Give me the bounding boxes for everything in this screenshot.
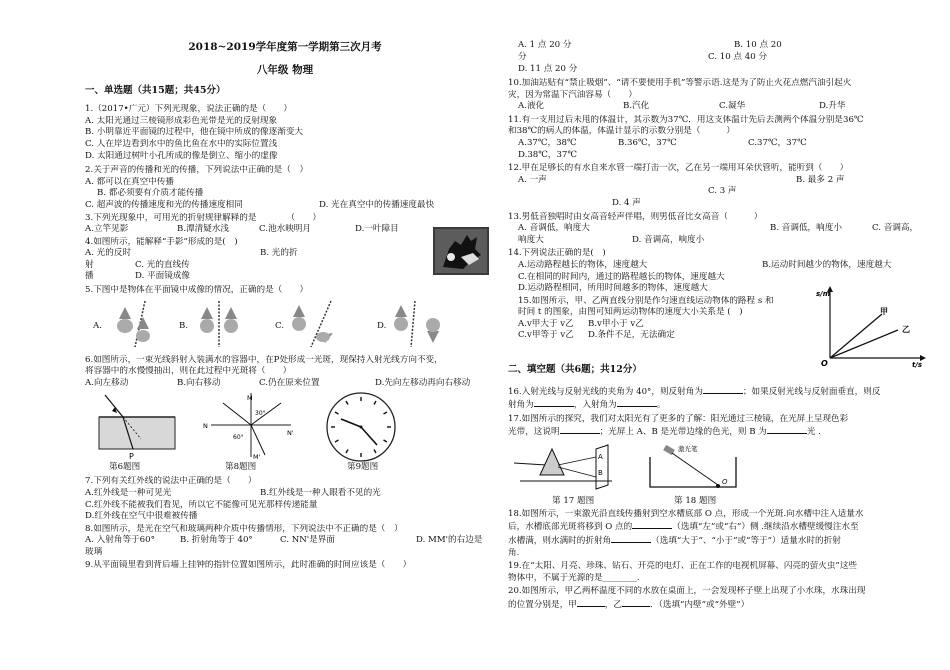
q8-stem: 8.如图所示，是光在空气和玻璃两种介质中传播情形，下列说法中不正确的是（ ）: [85, 523, 403, 534]
section-fill-in: 二、填空题（共6题；共12分）: [508, 363, 642, 375]
fig8-label-m: M: [247, 394, 253, 403]
q4-option-a-cont: 射: [85, 259, 94, 270]
fig8-label-n2: N': [287, 429, 294, 438]
question-19: [508, 561, 928, 584]
q18-blank-1[interactable]: [632, 520, 672, 529]
q12-stem: 12.甲在足够长的有水自来水管一端打击一次，乙在另一端用耳朵伏管听，能听到（ ）: [508, 163, 849, 174]
q6-stem-2: 将容器中的水慢慢抽出，则在此过程中光斑将（ ）: [85, 366, 292, 377]
q4-option-c[interactable]: C. 光的直线传: [135, 259, 190, 270]
q9-option-d[interactable]: D. 11 点 20 分: [518, 64, 578, 74]
q12-option-c[interactable]: C. 3 声: [708, 186, 737, 197]
fig17-label-b: B: [598, 468, 603, 477]
q2-stem: 2.关于声音的传播和光的传播，下列说法中正确的是（ ）: [85, 165, 309, 176]
q8-option-b[interactable]: B. 折射角等于 40°: [180, 535, 253, 546]
q11-stem-1: 11.有一支用过后未甩的体温计，其示数为37℃．用这支体温计先后去测两个体温分别是36℃: [508, 114, 864, 125]
q10-option-b[interactable]: B.汽化: [623, 101, 650, 112]
exam-title: 2018~2019学年度第一学期第三次月考: [188, 41, 382, 53]
q16-part-5: 。: [656, 400, 666, 411]
q13-option-c-cont: 响度大: [518, 234, 544, 245]
q7-option-b[interactable]: B.红外线是一种人眼看不见的光: [260, 488, 381, 499]
fig18-water-tank: [638, 443, 748, 495]
q10-option-c[interactable]: C.凝华: [719, 101, 746, 112]
question-1: [85, 104, 485, 162]
q5-label-d[interactable]: D.: [377, 320, 387, 331]
q1-stem: 1.（2017•广元）下列光现象，说法正确的是（ ）: [85, 104, 293, 115]
q15-graph-ylabel: s/m: [816, 289, 831, 298]
q18-line-3b: （选填“大于”、“小于”或“等于”）适量水时的折射: [651, 536, 841, 547]
fig18-label-laser: 激光笔: [678, 444, 698, 453]
question-17: [508, 414, 928, 439]
q18-line-2b: （选填“左”或“右”）侧 .继续沿水槽壁缓慢注水至: [672, 522, 859, 533]
fig18-caption: 第 18 题图: [674, 495, 717, 506]
q5-figure-d: [389, 299, 445, 349]
q12-option-d[interactable]: D. 4 声: [612, 197, 641, 208]
right-column: [508, 0, 928, 612]
q8-option-d-cont: 玻璃: [85, 547, 103, 557]
q4-option-b[interactable]: B. 光的折: [260, 248, 298, 259]
q9-option-b-cont: 分: [518, 52, 527, 62]
q4-option-a[interactable]: A. 光的反时: [85, 248, 132, 259]
q13-option-c[interactable]: C. 音调高，: [872, 223, 919, 234]
q7-stem: 7.下列有关红外线的说法中正确的是（ ）: [85, 476, 257, 487]
q11-option-d[interactable]: D.38℃，37℃: [518, 149, 578, 160]
q1-option-c[interactable]: C. 人在岸边看到水中的鱼比鱼在水中的实际位置浅: [85, 138, 278, 149]
q9-option-a[interactable]: A. 1 点 20 分: [518, 40, 572, 50]
fig8-refraction-diagram: [203, 391, 299, 461]
q15-option-d[interactable]: D.条件不足，无法确定: [588, 330, 675, 341]
fig8-label-m2: M': [253, 453, 261, 462]
q11-stem-2: 和38℃的病人的体温，体温计显示的示数分别是（ ）: [508, 126, 735, 137]
q4-option-d[interactable]: D. 平面镜成像: [135, 271, 191, 282]
q10-stem-2: 灾，因为常温下汽油容易（ ）: [508, 89, 637, 100]
q11-option-b[interactable]: B.36℃，37℃: [618, 137, 677, 148]
q5-figure-a: [105, 299, 157, 349]
question-13: [508, 212, 928, 247]
q17-line-2a: 光带，这说明: [508, 427, 560, 438]
q5-figure-c: [287, 299, 343, 349]
q6-option-b[interactable]: B.向右移动: [177, 377, 221, 388]
q11-option-c[interactable]: C.37℃，37℃: [748, 137, 807, 148]
question-7: [85, 476, 485, 522]
q7-option-c[interactable]: C.红外线不能被我们看见，所以它不能像可见光那样传递能量: [85, 499, 318, 510]
q5-figure-b: [193, 299, 245, 349]
q7-option-d[interactable]: D.红外线在空气中很难被传播: [85, 511, 198, 522]
q20-line-2a: 的位置分别是，甲: [508, 600, 577, 611]
q9-option-c[interactable]: C. 10 点 40 分: [708, 52, 767, 62]
q2-option-a[interactable]: A. 都可以在真空中传播: [85, 176, 175, 187]
q15-stem-1: 15.如图所示，甲、乙两直线分别是作匀速直线运动物体的路程 s 和: [518, 295, 774, 306]
q10-option-d[interactable]: D.升华: [819, 101, 846, 112]
q3-option-b[interactable]: B.潭清疑水浅: [177, 224, 230, 235]
q18-line-3a: 水槽满，则水满时的折射角: [508, 536, 612, 547]
q7-option-a[interactable]: A.红外线是一种可见光: [85, 488, 172, 499]
q16-part-4: ，入射角为: [573, 400, 617, 411]
question-5: [85, 285, 485, 351]
q17-line-1: 17.如图所示的探究，我们对太阳光有了更多的了解：阳光通过三棱镜，在光屏上呈现色彩: [508, 413, 849, 424]
q6-option-a[interactable]: A.向左移动: [85, 377, 129, 388]
q8-option-a[interactable]: A. 入射角等于60°: [85, 535, 155, 546]
q5-figures: [85, 297, 485, 351]
q12-option-a[interactable]: A. 一声: [518, 174, 547, 185]
q2-option-b[interactable]: B. 都必须要有介质才能传播: [97, 188, 204, 199]
question-3: [85, 213, 485, 236]
q20-blank-1[interactable]: [577, 598, 605, 607]
q1-option-a[interactable]: A. 太阳光通过三棱镜形成彩色光带是光的反射现象: [85, 115, 278, 126]
q16-part-3: 射角为: [508, 400, 534, 411]
q16-blank-2[interactable]: [534, 398, 574, 407]
q1-option-b[interactable]: B. 小明靠近平面镜的过程中，他在镜中所成的像逐渐变大: [85, 127, 304, 138]
q20-line-2b: ，乙: [604, 600, 622, 611]
fig17-label-a: A: [598, 452, 603, 461]
q17-line-2c: 光 .: [806, 427, 821, 438]
fig6-water-container: [93, 393, 185, 461]
fig17-prism-spectrum: [512, 443, 622, 493]
q16-part-1: 16.入射光线与反射光线的夹角为 40°，则反射角为: [508, 386, 703, 397]
q15-stem-2: 时间 t 的图象，由图可知两运动物体的速度大小关系是 ( ): [518, 307, 743, 318]
q8-option-c[interactable]: C. NN'是界面: [280, 535, 335, 546]
q4-stem: 4.如图所示，能解释“手影”形成的是( ): [85, 236, 238, 247]
left-column: [85, 0, 485, 571]
q13-option-d[interactable]: D. 音调高，响度小: [632, 234, 705, 245]
q3-option-a[interactable]: A.立竿见影: [85, 224, 129, 235]
q12-option-b[interactable]: B. 最多 2 声: [796, 174, 845, 185]
q14-option-b[interactable]: B.运动时间越少的物体，速度越大: [762, 259, 892, 270]
fig9-clock: [321, 389, 401, 465]
q14-option-c[interactable]: C.在相同的时间内，通过的路程越长的物体，速度越大: [518, 271, 725, 282]
question-4: [85, 237, 485, 283]
question-6: [85, 355, 485, 390]
q15-st-graph: [816, 284, 928, 368]
q11-option-a[interactable]: A.37℃，38℃: [518, 137, 577, 148]
q18-line-1: 18.如图所示，一束激光沿直线传播射到空水槽底部 O 点，形成一个光斑.向水槽中注入适量水: [508, 508, 864, 519]
q2-option-d[interactable]: D. 光在真空中的传播速度最快: [319, 199, 435, 210]
q5-stem: 5.下图中是物体在平面镜中成像的情况，正确的是（ ）: [85, 285, 309, 296]
q3-option-c[interactable]: C.池水映明月: [259, 224, 311, 235]
q20-blank-2[interactable]: [622, 598, 650, 607]
q13-stem: 13.男低音独唱时由女高音轻声伴唱，则男低音比女高音（ ）: [508, 211, 763, 222]
q9-stem: 9.从平面镜里看到背后墙上挂钟的指针位置如图所示，此时准确的时间应该是（ ）: [85, 559, 412, 570]
fig8-angle-30: 30°: [255, 410, 266, 418]
q6-option-d[interactable]: D.先向左移动再向右移动: [375, 377, 471, 388]
q17-blank-2[interactable]: [767, 425, 807, 434]
fig17-caption: 第 17 题图: [552, 495, 595, 506]
q15-option-a[interactable]: A.v甲大于 v乙: [518, 318, 574, 329]
q9-options: [508, 40, 928, 76]
question-15: [508, 289, 928, 368]
question-2: [85, 165, 485, 211]
q9-option-b[interactable]: B. 10 点 20: [734, 40, 782, 50]
q13-option-b[interactable]: B. 音调低，响度小: [770, 223, 842, 234]
q18-blank-2[interactable]: [611, 534, 651, 543]
q16-blank-3[interactable]: [617, 398, 657, 407]
exam-subtitle: 八年级 物理: [256, 64, 314, 77]
section-single-choice: 一、单选题（共15题；共45分）: [85, 85, 226, 97]
question-8: [85, 524, 485, 559]
q15-option-b[interactable]: B.v甲小于 v乙: [588, 318, 644, 329]
fig8-label-n: N: [203, 422, 208, 431]
q15-graph-xlabel: t/s: [912, 360, 923, 368]
q13-option-a[interactable]: A. 音调低，响度大: [518, 223, 590, 234]
question-16: [508, 385, 928, 412]
q14-option-a[interactable]: A.运动路程越长的物体，速度越大: [518, 259, 648, 270]
q16-part-2: ；如果反射光线与反射面垂直，则反: [742, 386, 881, 397]
q15-graph-yi: 乙: [902, 324, 910, 334]
q8-option-d[interactable]: D. MM'的右边是: [416, 535, 483, 546]
q15-graph-jia: 甲: [880, 306, 888, 316]
q2-option-c[interactable]: C. 超声波的传播速度和光的传播速度相同: [85, 199, 243, 210]
q17-blank-1[interactable]: [560, 425, 600, 434]
q17-line-2b: ；光屏上 A、B 是光带边缘的色光，则 B 为: [599, 427, 767, 438]
fig9-caption: 第9题图: [347, 462, 379, 473]
question-12: [508, 163, 928, 209]
q20-line-1: 20.如图所示，甲乙两杯温度不同的水放在桌面上，一会发现杯子壁上出现了小水珠，水珠出现: [508, 586, 866, 597]
q10-option-a[interactable]: A.液化: [518, 101, 545, 112]
figures-6-8-9: [85, 391, 485, 475]
q5-label-b[interactable]: B.: [179, 320, 189, 331]
q19-line-2: 物体中，不属于光源的是________.: [508, 572, 640, 583]
question-18: [508, 509, 928, 559]
q6-option-c[interactable]: C.仍在原来位置: [259, 377, 320, 388]
q18-line-4: 角.: [508, 547, 520, 558]
figures-17-18: [508, 443, 928, 507]
q18-line-2a: 后，水槽底部光斑将移到 O 点的: [508, 522, 633, 533]
q5-label-c[interactable]: C.: [275, 320, 285, 331]
fig6-caption: 第6题图: [109, 462, 141, 473]
q16-blank-1[interactable]: [703, 385, 743, 394]
q3-option-d[interactable]: D.一叶障目: [355, 224, 399, 235]
q3-stem: 3.下列光现象中，可用光的折射规律解释的是 （ ）: [85, 212, 321, 223]
fig8-caption: 第8题图: [225, 462, 257, 473]
fig8-angle-60: 60°: [233, 434, 244, 442]
q19-line-1: 19.在“太阳、月亮、珍珠、钻石、开亮的电灯、正在工作的电视机屏幕、闪亮的萤火虫”这些: [508, 561, 858, 572]
fig18-label-o: O: [722, 477, 728, 486]
question-10: [508, 78, 928, 113]
q5-label-a[interactable]: A.: [93, 320, 102, 331]
q15-option-c[interactable]: C.v甲等于 v乙: [518, 330, 574, 341]
q14-option-d[interactable]: D.运动路程相同，所用时间越多的物体，速度越大: [518, 283, 708, 294]
question-9: [85, 560, 485, 572]
question-11: [508, 115, 928, 161]
q14-stem: 14.下列说法正确的是( ): [508, 248, 606, 259]
q6-stem-1: 6.如图所示，一束光线斜射入装满水的容器中，在P处形成一光斑，现保持入射光线方向不变，: [85, 354, 443, 365]
q4-option-b-cont: 播: [85, 271, 94, 282]
q1-option-d[interactable]: D. 太阳通过树叶小孔所成的像是倒立、缩小的虚像: [85, 150, 278, 161]
q15-graph-origin: O: [821, 358, 828, 368]
question-20: [508, 586, 928, 611]
fig6-point-p: P: [129, 452, 134, 462]
hand-shadow-photo: [433, 227, 489, 275]
q20-line-2c: ．（选填“内壁”或“外壁”）: [649, 600, 750, 611]
q10-stem-1: 10.加油站贴有“禁止吸烟”、“请不要使用手机”等警示语.这是为了防止火花点燃汽油引起火: [508, 78, 852, 88]
